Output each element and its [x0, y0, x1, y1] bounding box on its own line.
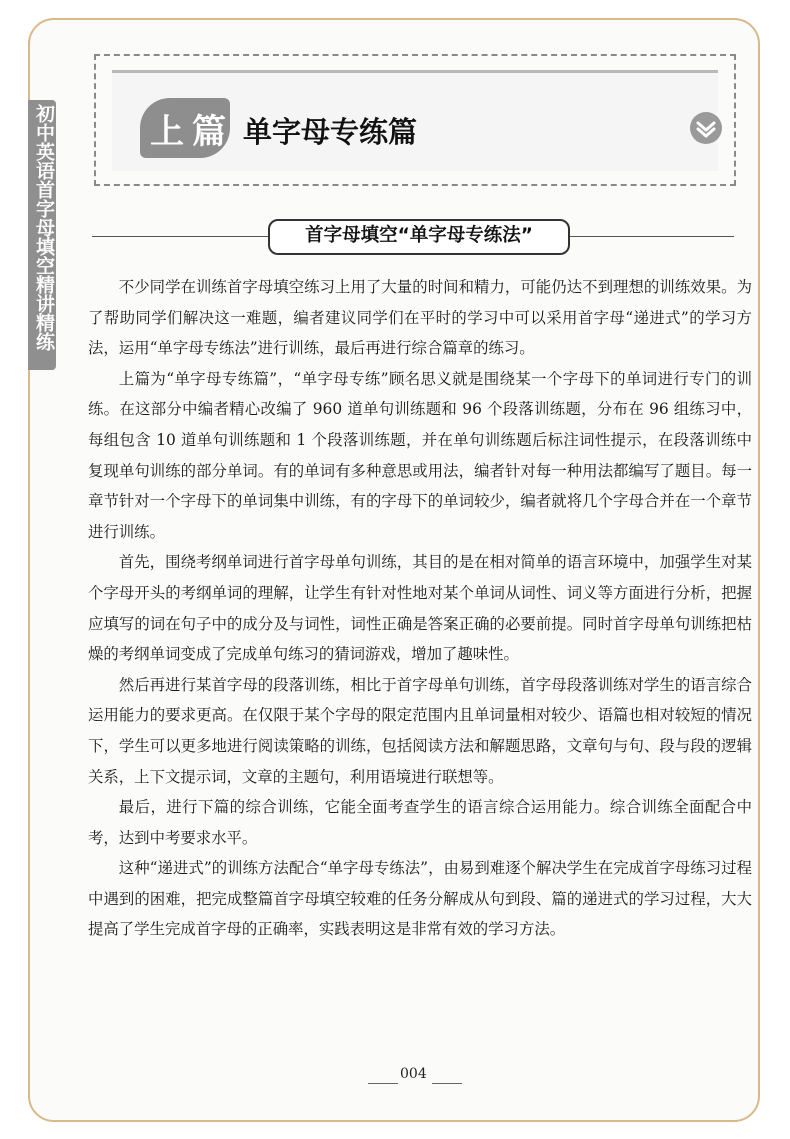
chapter-title: 单字母专练篇 — [243, 115, 418, 149]
paragraph: 这种“递进式”的训练方法配合“单字母专练法”，由易到难逐个解决学生在完成首字母练习过程中遇到的困难，把完成整篇首字母填空较难的任务分解成从句到段、篇的递进式的学习过程，大大提高了学生完成首字母的正确率，实践表明这是非常有效的学习方法。 — [88, 859, 752, 939]
paragraph: 最后，进行下篇的综合训练，它能全面考查学生的语言综合运用能力。综合训练全面配合中考，达到中考要求水平。 — [88, 798, 752, 847]
section-title: 首字母填空“单字母专练法” — [305, 225, 533, 246]
page-number-rule-left — [368, 1083, 398, 1084]
page-number: 004 — [400, 1066, 427, 1082]
body-text — [88, 272, 752, 945]
part-badge-char-2: 篇 — [192, 112, 226, 152]
part-badge-char-1: 上 — [150, 112, 184, 152]
page-number-rule-right — [432, 1083, 462, 1084]
paragraph: 不少同学在训练首字母填空练习上用了大量的时间和精力，可能仍达不到理想的训练效果。为了帮助同学们解决这一难题，编者建议同学们在平时的学习中可以采用首字母“递进式”的学习方法，运用“单字母专练法”进行训练，最后再进行综合篇章的练习。 — [88, 278, 752, 358]
paragraph: 首先，围绕考纲单词进行首字母单句训练，其目的是在相对简单的语言环境中，加强学生对某个字母开头的考纲单词的理解，让学生有针对性地对某个单词从词性、词义等方面进行分析，把握应填写的词在句子中的成分及与词性，词性正确是答案正确的必要前提。同时首字母单句训练把枯燥的考纲单词变成了完成单句练习的猜词游戏，增加了趣味性。 — [88, 553, 752, 664]
paragraph: 上篇为“单字母专练篇”，“单字母专练”顾名思义就是围绕某一个字母下的单词进行专门的训练。在这部分中编者精心改编了 960 道单句训练题和 96 个段落训练题，分布在 96 组练习中，每组包含 10 道单句训练题和 1 个段落训练题，并在单句训练题后标注词性提示，在段落训练中复现单句训练的部分单词。有的单词有多种意思或用法，编者针对每一种用法都编写了题目。每一章节针对一个字母下的单词集中训练，有的字母下的单词较少，编者就将几个字母合并在一个章节进行训练。 — [88, 369, 752, 541]
chevron-down-icon — [690, 112, 722, 144]
paragraph: 然后再进行某首字母的段落训练，相比于首字母单句训练，首字母段落训练对学生的语言综合运用能力的要求更高。在仅限于某个字母的限定范围内且单词量相对较少、语篇也相对较短的情况下，学生可以更多地进行阅读策略的训练，包括阅读方法和解题思路，文章句与句、段与段的逻辑关系，上下文提示词，文章的主题句，利用语境进行联想等。 — [88, 675, 752, 786]
spine-title: 初中英语首字母填空精讲精练 — [33, 104, 55, 351]
